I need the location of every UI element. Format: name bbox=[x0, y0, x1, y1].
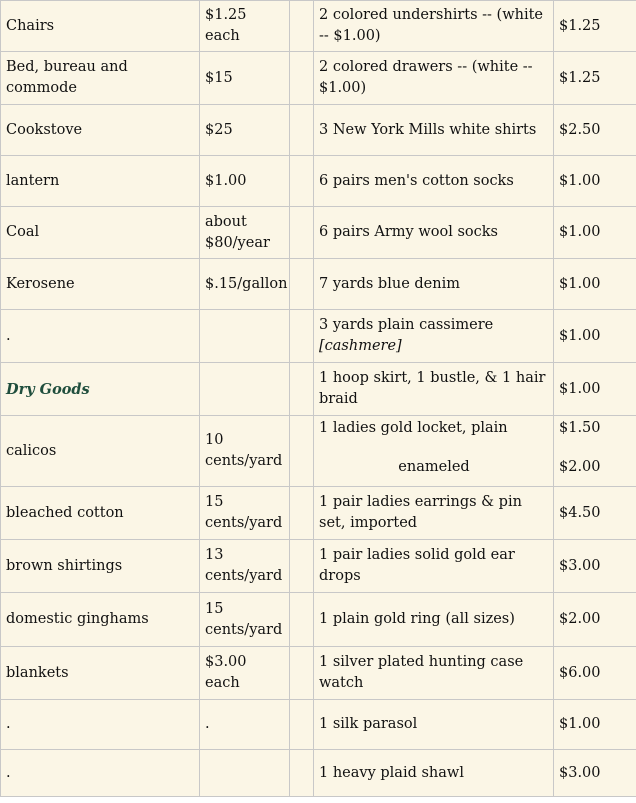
table-row bbox=[1, 363, 636, 416]
item-note: [cashmere] bbox=[319, 338, 402, 354]
item-name: 6 pairs Army wool socks bbox=[314, 207, 554, 259]
item-price: $1.25 each bbox=[200, 1, 290, 52]
item-name: 1 plain gold ring (all sizes) bbox=[314, 593, 554, 647]
item-price: $1.25 bbox=[554, 1, 636, 52]
table-row bbox=[1, 416, 636, 487]
item-name: 7 yards blue denim bbox=[314, 259, 554, 310]
item-name: calicos bbox=[1, 416, 200, 487]
table-row bbox=[1, 593, 636, 647]
item-price: $4.50 bbox=[554, 487, 636, 540]
spacer-cell bbox=[290, 207, 314, 259]
item-price bbox=[200, 310, 290, 363]
table-row bbox=[1, 156, 636, 207]
item-price: $1.00 bbox=[554, 259, 636, 310]
item-name: Coal bbox=[1, 207, 200, 259]
item-name: bleached cotton bbox=[1, 487, 200, 540]
item-name: lantern bbox=[1, 156, 200, 207]
table-row bbox=[1, 310, 636, 363]
item-name: Kerosene bbox=[1, 259, 200, 310]
item-price: $15 bbox=[200, 52, 290, 105]
item-name: 6 pairs men's cotton socks bbox=[314, 156, 554, 207]
item-name: domestic ginghams bbox=[1, 593, 200, 647]
table-row bbox=[1, 207, 636, 259]
item-name: . bbox=[1, 700, 200, 750]
item-text: 3 yards plain cassimere bbox=[319, 317, 494, 333]
item-price: $1.00 bbox=[554, 363, 636, 416]
item-price: $1.00 bbox=[200, 156, 290, 207]
item-text: 1 ladies gold locket, plain bbox=[319, 420, 508, 436]
item-name: Bed, bureau and commode bbox=[1, 52, 200, 105]
item-name: blankets bbox=[1, 647, 200, 700]
item-price: $1.25 bbox=[554, 52, 636, 105]
spacer-cell bbox=[290, 105, 314, 156]
spacer-cell bbox=[290, 647, 314, 700]
item-name bbox=[314, 416, 554, 487]
item-name: brown shirtings bbox=[1, 540, 200, 593]
item-price: $3.00 each bbox=[200, 647, 290, 700]
spacer-cell bbox=[290, 363, 314, 416]
table-row bbox=[1, 700, 636, 750]
spacer-cell bbox=[290, 593, 314, 647]
spacer-cell bbox=[290, 700, 314, 750]
item-price: $1.00 bbox=[554, 700, 636, 750]
item-name: Chairs bbox=[1, 1, 200, 52]
spacer-cell bbox=[290, 310, 314, 363]
table-row bbox=[1, 52, 636, 105]
item-price: about $80/year bbox=[200, 207, 290, 259]
item-price: $.15/gallon bbox=[200, 259, 290, 310]
item-name: 1 pair ladies earrings & pin set, imported bbox=[314, 487, 554, 540]
item-name: Cookstove bbox=[1, 105, 200, 156]
table-row bbox=[1, 105, 636, 156]
table-row bbox=[1, 540, 636, 593]
item-name: 2 colored drawers -- (white -- $1.00) bbox=[314, 52, 554, 105]
item-price: $6.00 bbox=[554, 647, 636, 700]
item-name: 2 colored undershirts -- (white -- $1.00) bbox=[314, 1, 554, 52]
item-price: $2.00 bbox=[554, 593, 636, 647]
item-price: $1.00 bbox=[554, 156, 636, 207]
item-price: 10 cents/yard bbox=[200, 416, 290, 487]
table-row bbox=[1, 259, 636, 310]
item-price bbox=[554, 416, 636, 487]
table-row bbox=[1, 1, 636, 52]
spacer-cell bbox=[290, 52, 314, 105]
spacer-cell bbox=[290, 416, 314, 487]
item-name: 1 silver plated hunting case watch bbox=[314, 647, 554, 700]
spacer-cell bbox=[290, 259, 314, 310]
item-price: 15 cents/yard bbox=[200, 593, 290, 647]
item-name: . bbox=[1, 310, 200, 363]
item-name: . bbox=[1, 750, 200, 797]
table-row bbox=[1, 487, 636, 540]
item-price: $1.00 bbox=[554, 310, 636, 363]
item-price: $25 bbox=[200, 105, 290, 156]
table-row bbox=[1, 750, 636, 797]
item-name: 1 silk parasol bbox=[314, 700, 554, 750]
spacer-cell bbox=[290, 487, 314, 540]
item-name bbox=[314, 310, 554, 363]
spacer-cell bbox=[290, 156, 314, 207]
item-name: 1 heavy plaid shawl bbox=[314, 750, 554, 797]
item-price bbox=[200, 750, 290, 797]
item-name: 1 pair ladies solid gold ear drops bbox=[314, 540, 554, 593]
item-price: 13 cents/yard bbox=[200, 540, 290, 593]
item-price: 15 cents/yard bbox=[200, 487, 290, 540]
item-price: $2.50 bbox=[554, 105, 636, 156]
price-text: $1.50 bbox=[559, 420, 601, 436]
item-price: $3.00 bbox=[554, 540, 636, 593]
item-name: 1 hoop skirt, 1 bustle, & 1 hair braid bbox=[314, 363, 554, 416]
spacer-cell bbox=[290, 540, 314, 593]
item-price: . bbox=[200, 700, 290, 750]
item-price: $3.00 bbox=[554, 750, 636, 797]
spacer-cell bbox=[290, 1, 314, 52]
price-text: $2.00 bbox=[559, 459, 601, 475]
item-name: 3 New York Mills white shirts bbox=[314, 105, 554, 156]
item-price: $1.00 bbox=[554, 207, 636, 259]
section-heading: Dry Goods bbox=[1, 363, 200, 416]
item-text: enameled bbox=[398, 459, 470, 475]
spacer-cell bbox=[290, 750, 314, 797]
item-price bbox=[200, 363, 290, 416]
table-row bbox=[1, 647, 636, 700]
